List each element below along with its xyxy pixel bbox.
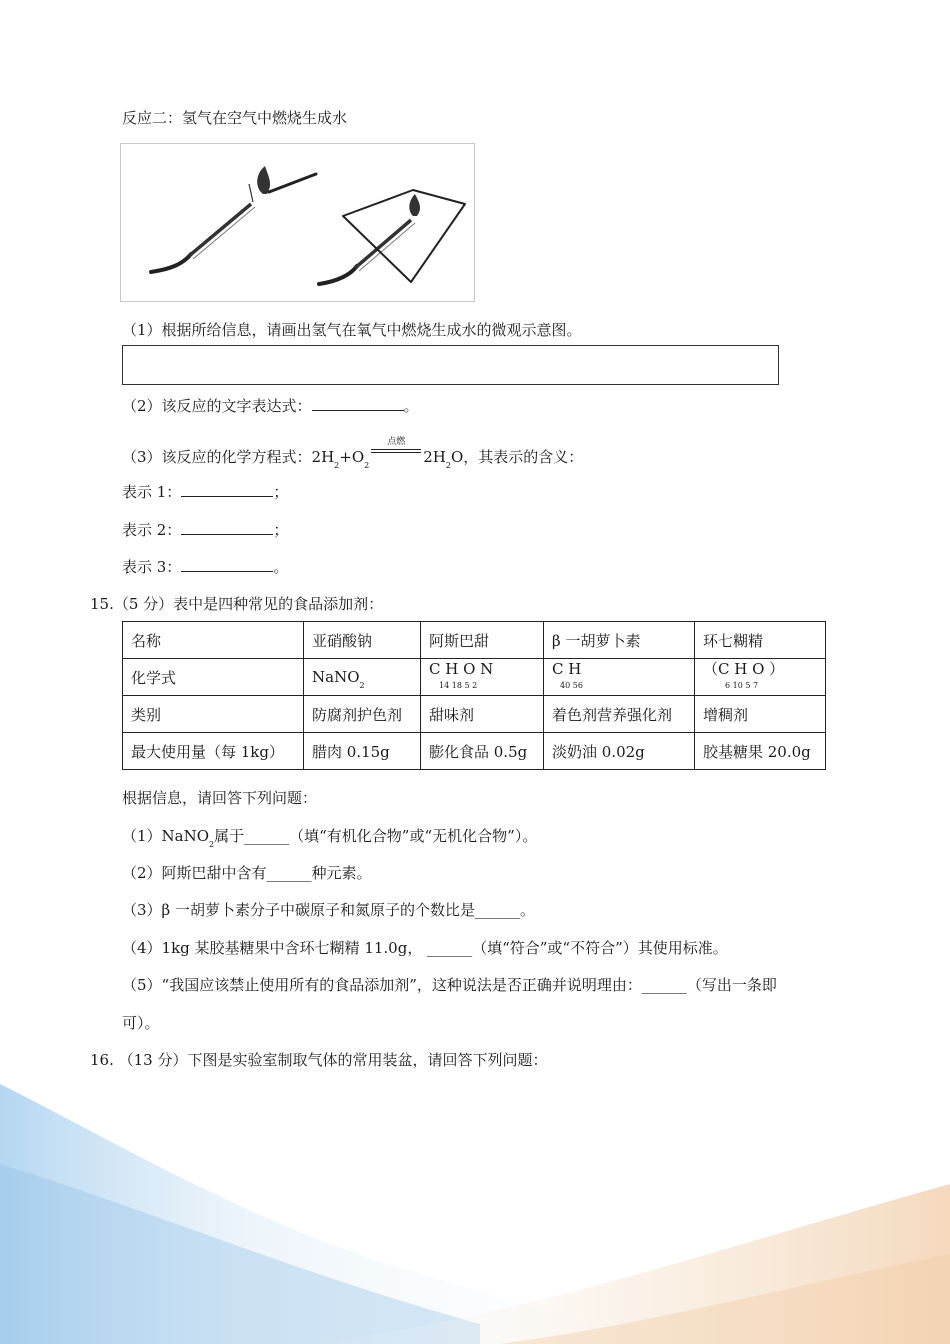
meaning-3-blank[interactable] — [181, 557, 273, 572]
answer-intro: 根据信息，请回答下列问题： — [122, 789, 318, 807]
table-row — [123, 696, 826, 733]
meaning-2-end: ； — [273, 521, 289, 539]
table-cell: 亚硝酸钠 — [304, 622, 421, 659]
table-cell: 最大使用量（每 1kg） — [123, 733, 304, 770]
q15-1-prefix: （1）NaNO — [122, 827, 210, 845]
question-2-blank[interactable] — [312, 396, 404, 411]
table-cell: 着色剂营养强化剂 — [544, 696, 695, 733]
meaning-1-end: ； — [273, 483, 289, 501]
q15-1-line — [122, 826, 537, 849]
question-15-title: 15.（5 分）表中是四种常见的食品添加剂： — [90, 595, 384, 613]
formula-subscripts: 2 — [359, 681, 365, 690]
q15-3-line: （3）β 一胡萝卜素分子中碳原子和氮原子的个数比是______。 — [122, 901, 535, 919]
q15-5-continuation: 可）。 — [122, 1014, 160, 1032]
meaning-3-line — [122, 557, 288, 577]
question-2-prefix: （2）该反应的文字表达式： — [122, 397, 312, 415]
table-cell: 淡奶油 0.02g — [544, 733, 695, 770]
formula-subscripts: 40 56 — [560, 680, 583, 690]
table-cell: 环七糊精 — [695, 622, 826, 659]
formula-aspartame: C H O N — [429, 659, 494, 678]
background-wave-decoration — [0, 1024, 950, 1344]
question-1-text: （1）根据所给信息，请画出氢气在氧气中燃烧生成水的微观示意图。 — [122, 321, 582, 339]
meaning-1-line — [122, 482, 288, 502]
equation-h2: 2H — [311, 448, 335, 466]
reaction-condition-arrow — [369, 437, 423, 462]
table-row — [123, 733, 826, 770]
micro-diagram-answer-box[interactable] — [122, 345, 779, 385]
meaning-3-label: 表示 3： — [122, 558, 182, 576]
q15-2-line: （2）阿斯巴甜中含有______种元素。 — [122, 864, 372, 882]
equation-product: 2H — [423, 448, 446, 466]
table-cell: 甜味剂 — [421, 696, 544, 733]
formula-cyclodextrin: （C H O ） — [703, 659, 785, 678]
equation-o2: +O — [339, 448, 365, 466]
q15-1-text: 属于______（填“有机化合物”或“无机化合物”）。 — [214, 827, 538, 845]
table-cell: 化学式 — [123, 659, 304, 696]
question-2-suffix: 。 — [403, 397, 419, 415]
reaction2-title: 反应二：氢气在空气中燃烧生成水 — [122, 109, 348, 127]
table-cell: 增稠剂 — [695, 696, 826, 733]
question-3-tail: O，其表示的含义： — [450, 448, 584, 466]
table-cell: 腊肉 0.15g — [304, 733, 421, 770]
hydrogen-burning-figure — [120, 143, 475, 302]
meaning-2-blank[interactable] — [181, 520, 273, 535]
table-cell: 膨化食品 0.5g — [421, 733, 544, 770]
q15-5-line: （5）“我国应该禁止使用所有的食品添加剂”，这种说法是否正确并说明理由：______（写出一条即 — [122, 976, 777, 994]
table-cell: β 一胡萝卜素 — [544, 622, 695, 659]
q15-4-line: （4）1kg 某胶基糖果中含环七糊精 11.0g， ______（填“符合”或“不符合”）其使用标准。 — [122, 939, 728, 957]
q15-1-subscript: 2 — [209, 840, 215, 849]
table-cell: 类别 — [123, 696, 304, 733]
formula-subscripts: 6 10 5 7 — [725, 680, 759, 690]
formula-nano2: NaNO — [312, 668, 360, 686]
reaction-condition-label: 点燃 — [387, 437, 406, 447]
formula-cell — [544, 659, 695, 696]
formula-cell — [695, 659, 826, 696]
table-cell: 胶基糖果 20.0g — [695, 733, 826, 770]
table-row — [123, 622, 826, 659]
meaning-2-line — [122, 520, 288, 540]
question-3-prefix: （3）该反应的化学方程式： — [122, 448, 312, 466]
table-cell: 防腐剂护色剂 — [304, 696, 421, 733]
meaning-3-end: 。 — [273, 558, 289, 576]
meaning-1-blank[interactable] — [181, 482, 273, 497]
equation-sub-3: 2 — [445, 461, 451, 470]
question-3-line — [122, 437, 584, 470]
meaning-1-label: 表示 1： — [122, 483, 182, 501]
table-cell: 阿斯巴甜 — [421, 622, 544, 659]
equation-sub-1: 2 — [334, 461, 340, 470]
table-row — [123, 659, 826, 696]
question-16-title: 16. （13 分）下图是实验室制取气体的常用装盆，请回答下列问题： — [90, 1051, 548, 1069]
meaning-2-label: 表示 2： — [122, 521, 182, 539]
food-additives-table — [122, 621, 826, 770]
formula-carotene: C H — [552, 659, 582, 678]
question-2-line — [122, 396, 419, 416]
formula-cell — [304, 659, 421, 696]
equation-sub-2: 2 — [364, 461, 370, 470]
formula-subscripts: 14 18 5 2 — [439, 680, 478, 690]
formula-cell — [421, 659, 544, 696]
table-cell: 名称 — [123, 622, 304, 659]
